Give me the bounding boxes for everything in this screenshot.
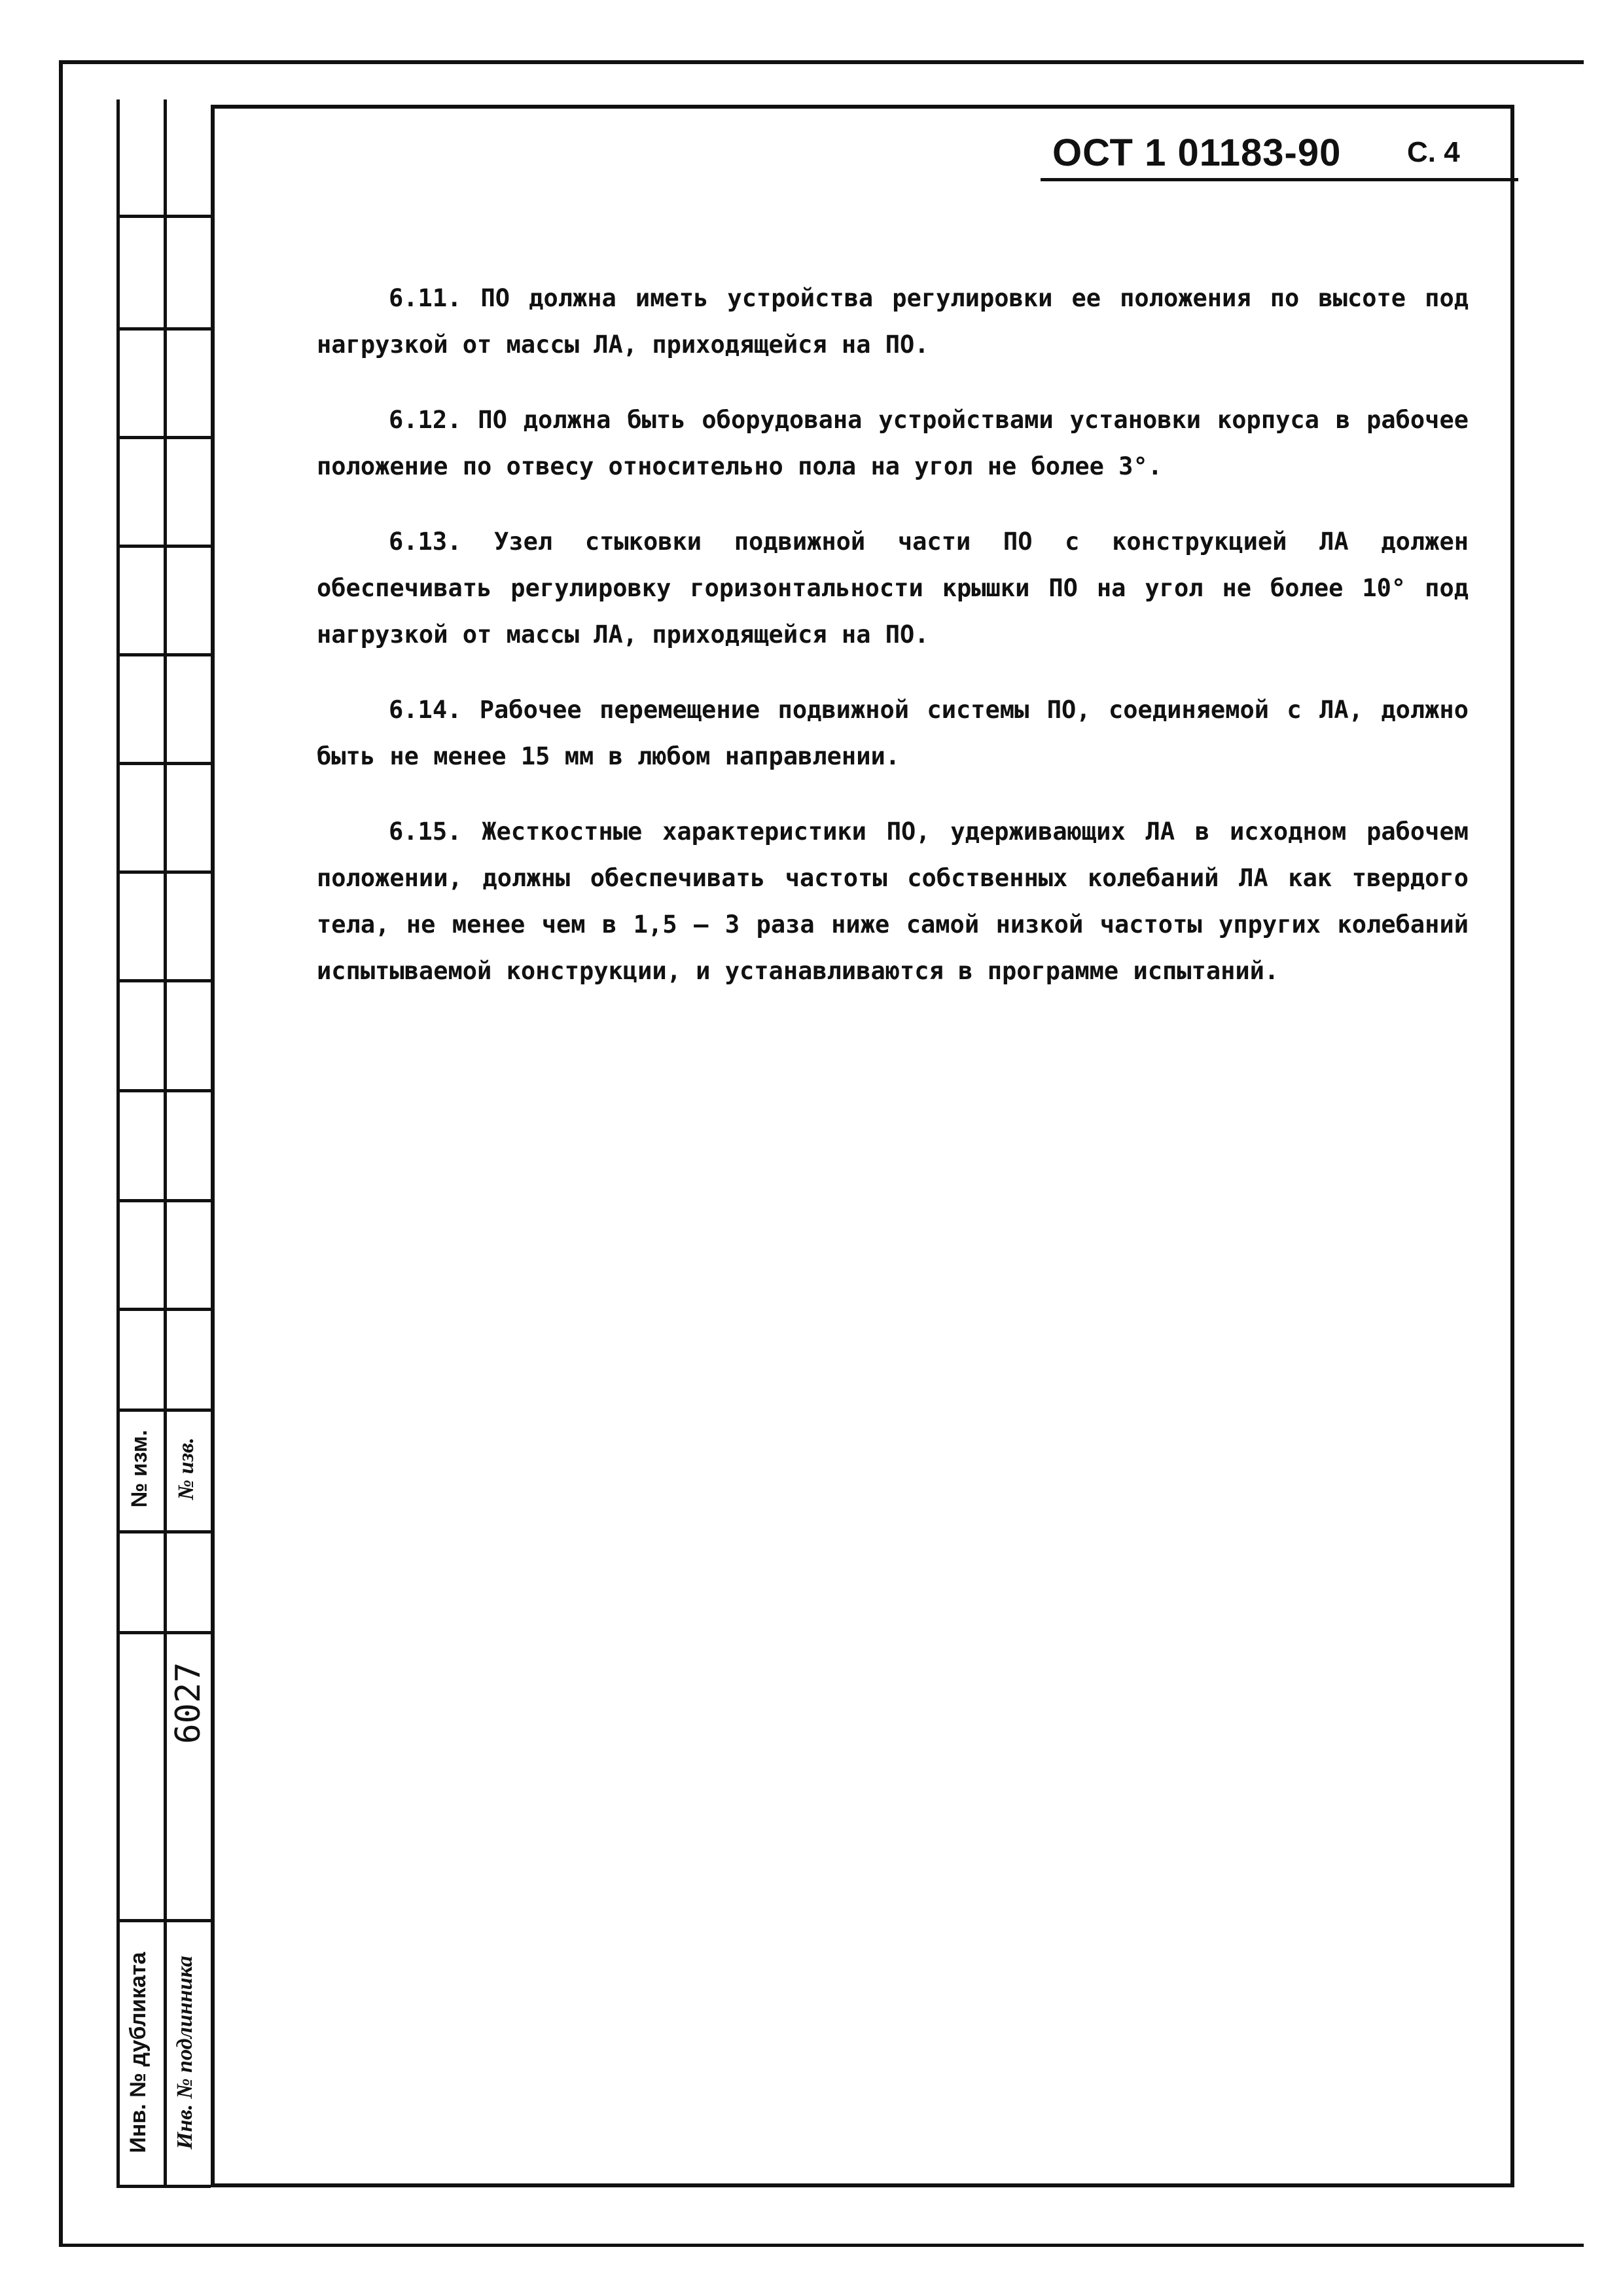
document-header [1041,128,1518,181]
strip-line [116,99,120,2187]
strip-cell-line [116,1631,211,1634]
paragraph-6-13: 6.13. Узел стыковки подвижной части ПО с конструкцией ЛА должен обеспечивать регулировку горизонтальности крышки ПО на угол не более 10° под нагрузкой от массы ЛА, приходящейся на ПО. [317,528,1469,649]
strip-cell-line [116,653,211,656]
sheet-top-border [59,60,1584,64]
duplicate-inv-label: Инв. № дубликата [126,1952,151,2153]
strip-cell-line [116,762,211,765]
document-body [317,275,1469,1023]
header-underline [1041,178,1518,181]
strip-cell-line [116,215,211,218]
strip-cell-line [116,545,211,548]
strip-cell-line [116,979,211,982]
sheet-bottom-border [59,2244,1584,2247]
strip-cell-line [116,870,211,874]
sheet-left-border [59,60,63,2246]
strip-cell-line [116,1408,211,1412]
strip-cell-line [116,327,211,331]
strip-cell-line [116,1308,211,1311]
page-number: С. 4 [1407,136,1460,168]
paragraph-6-15: 6.15. Жесткостные характеристики ПО, удерживающих ЛА в исходном рабочем положении, должны обеспечивать частоты собственных колебаний ЛА как твердого тела, не менее чем в 1,5 – 3 раза ниже самой низкой частоты упругих колебаний испытываемой конструкции, и устанавливаются в программе испытаний. [317,817,1469,985]
strip-cell-line [116,436,211,439]
strip-line [164,99,167,2187]
strip-cell-line [116,1530,211,1534]
original-inv-label: Инв. № подлинника [173,1956,197,2149]
original-inv-value: 6027 [169,1662,208,1744]
margin-strip [116,99,211,2187]
paragraph-6-14: 6.14. Рабочее перемещение подвижной системы ПО, соединяемой с ЛА, должно быть не менее 15 мм в любом направлении. [317,696,1469,770]
paragraph-6-11: 6.11. ПО должна иметь устройства регулировки ее положения по высоте под нагрузкой от массы ЛА, приходящейся на ПО. [317,284,1469,359]
strip-cell-line [116,1199,211,1202]
strip-cell-line [116,1089,211,1092]
change-no-label: № изм. [127,1429,152,1508]
notice-no-label: № изв. [174,1437,198,1500]
paragraph-6-12: 6.12. ПО должна быть оборудована устройствами установки корпуса в рабочее положение по отвесу относительно пола на угол не более 3°. [317,406,1469,480]
strip-cell-line [116,2185,211,2188]
document-code: ОСТ 1 01183-90 [1052,132,1342,174]
